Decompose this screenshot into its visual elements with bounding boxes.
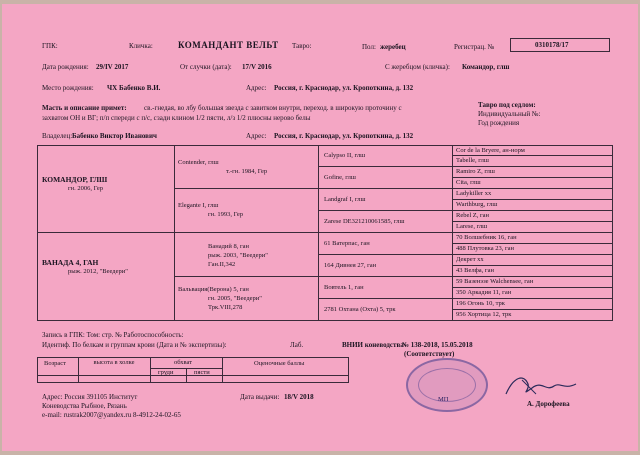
reg-label: Регистрац. № [454, 43, 495, 51]
sire-name: КОМАНДОР, ГЛШ [42, 175, 108, 184]
grandparent-info-2: Трк.VIII,278 [208, 304, 243, 311]
color-desc-2: захватом ОН и ВГ; п/п спереди с п/с, сзади клином 1/2 пясти, л/з 1/2 плюсны нерово белы [42, 114, 311, 122]
owner-label: Владелец: [42, 132, 73, 140]
gggp-name: Warthburg, глш [456, 201, 498, 208]
lab-match: (Соответствует) [404, 350, 455, 358]
birth-date: 29/IV 2017 [96, 63, 129, 71]
grandparent-info: т.-гн. 1984, Гер [226, 168, 268, 175]
ggp-name: Landgraf I, глш [324, 196, 366, 203]
gggp-name: 196 Огонь 10, трк [456, 300, 505, 307]
brand-line-1: Индивидуальный №: [478, 110, 541, 118]
grandparent-name: Elegante I, глш [178, 202, 219, 209]
pedigree-table [37, 145, 613, 321]
stallion-label: С жеребцом (кличка): [385, 63, 450, 71]
ggp-name: 164 Дивнея 27, ган [324, 262, 377, 269]
height-header: высота в холке [93, 359, 135, 366]
gggp-name: 70 Волшебник 16, ган [456, 234, 517, 241]
lab-number: № 138-2018, 15.05.2018 [402, 341, 473, 349]
gpk-record: Запись в ГПК: Том: стр. № Работоспособность: [42, 331, 184, 339]
cannon-header: пясти [194, 369, 210, 376]
address-label: Адрес: [246, 84, 267, 92]
gggp-name: Cor de la Bryere, ан-норм [456, 147, 525, 154]
gggp-name: 488 Плутовка 23, ган [456, 245, 514, 252]
grandparent-name: Contender, глш [178, 159, 219, 166]
gpk-label: ГПК: [42, 42, 58, 50]
gggp-name: Ladykiller xx [456, 190, 492, 197]
age-header: Возраст [44, 360, 67, 367]
grandparent-name: Вальвация(Верона) 5, ган [178, 286, 249, 293]
birth-label: Дата рождения: [42, 63, 89, 71]
mating-date: 17/V 2016 [242, 63, 272, 71]
color-label: Масть и описание примет: [42, 104, 127, 112]
ggp-name: Calypso II, глш [324, 152, 366, 159]
ggp-name: Вовтель 1, ган [324, 284, 364, 291]
brand-label: Тавро: [292, 42, 312, 50]
sire-info: гн. 2006, Гер [68, 185, 104, 192]
ggp-name: Gofine, глш [324, 174, 356, 181]
reg-number: 0310178/17 [535, 41, 569, 49]
gggp-name: 956 Хортица 12, трк [456, 311, 512, 318]
stallion-name: Командор, глш [462, 63, 510, 71]
gggp-name: Rebel Z, ган [456, 212, 490, 219]
grandparent-info: гн. 1993, Гер [208, 211, 244, 218]
lab-label: Лаб. [290, 341, 304, 349]
gggp-name: 43 Велфа, ган [456, 267, 494, 274]
signature [502, 370, 582, 400]
reg-number-box [510, 38, 610, 52]
gggp-name: Ramiro Z, глш [456, 168, 495, 175]
place-value: ЧХ Бабенко В.И. [107, 84, 161, 92]
sex-value: жеребец [380, 43, 406, 51]
grandparent-name: Ванадий 8, ган [208, 243, 250, 250]
address-value: Россия, г. Краснодар, ул. Кропоткина, д. 132 [274, 84, 414, 92]
issue-date: 18/V 2018 [284, 393, 314, 401]
gggp-name: Tabelle, глш [456, 157, 489, 164]
address-line-1: Адрес: Россия 391105 Институт [42, 393, 138, 401]
gggp-name: Larese, глш [456, 223, 488, 230]
official-stamp [406, 358, 488, 412]
lab-name: ВНИИ коневодства [342, 341, 404, 349]
grandparent-info-2: Ган.II,342 [208, 261, 236, 268]
owner-address-label: Адрес: [246, 132, 267, 140]
gggp-name: Cita, глш [456, 179, 481, 186]
address-line-3: e-mail: rustrak2007@yandex.ru 8-4912-24-02-65 [42, 411, 181, 419]
dam-info: рыж. 2012, "Веедери" [68, 268, 128, 275]
chest-header: груди [158, 369, 174, 376]
ggp-name: 61 Ватерпас, ган [324, 240, 370, 247]
gggp-name: Декрет xx [456, 256, 484, 263]
horse-nickname: КОМАНДАНТ ВЕЛЬТ [178, 40, 279, 50]
gggp-name: 350 Аркадия 11, ган [456, 289, 512, 296]
scores-header: Оценочные баллы [254, 360, 305, 367]
mating-label: От случки (дата): [180, 63, 232, 71]
stamp-text: МП [438, 396, 449, 403]
place-label: Место рождения: [42, 84, 94, 92]
ident-label: Идентиф. По белкам и группам крови (Дата и № экспертизы): [42, 341, 227, 349]
girth-header: обхват [174, 359, 193, 366]
nickname-label: Кличка: [129, 42, 153, 50]
brand-line-2: Год рождения [478, 119, 520, 127]
issue-label: Дата выдачи: [240, 393, 280, 401]
brand-title: Тавро под седлом: [478, 101, 536, 109]
owner-address: Россия, г. Краснодар, ул. Кропоткина, д. 132 [274, 132, 414, 140]
color-desc-1: св.-гнедая, во лбу большая звезда с завитком внутри, переход. в широкую проточину с [144, 104, 402, 112]
sex-label: Пол: [362, 43, 376, 51]
passport-document [2, 4, 638, 451]
grandparent-info: гн. 2005, "Веедери" [208, 295, 262, 302]
grandparent-info: рыж. 2003, "Веедери" [208, 252, 268, 259]
dam-name: ВАНАДА 4, ГАН [42, 258, 99, 267]
ggp-name: Zarese DE321210061585, глш [324, 218, 405, 225]
address-line-2: Коневодства Рыбное, Рязань [42, 402, 127, 410]
gggp-name: 59 Вазенэзе Walchensee, ган [456, 278, 534, 285]
owner-value: Бабенко Виктор Иванович [72, 132, 157, 140]
ggp-name: 2781 Охтана (Охта) 5, трк [324, 306, 396, 313]
signer-name: А. Дорофеева [527, 400, 570, 408]
